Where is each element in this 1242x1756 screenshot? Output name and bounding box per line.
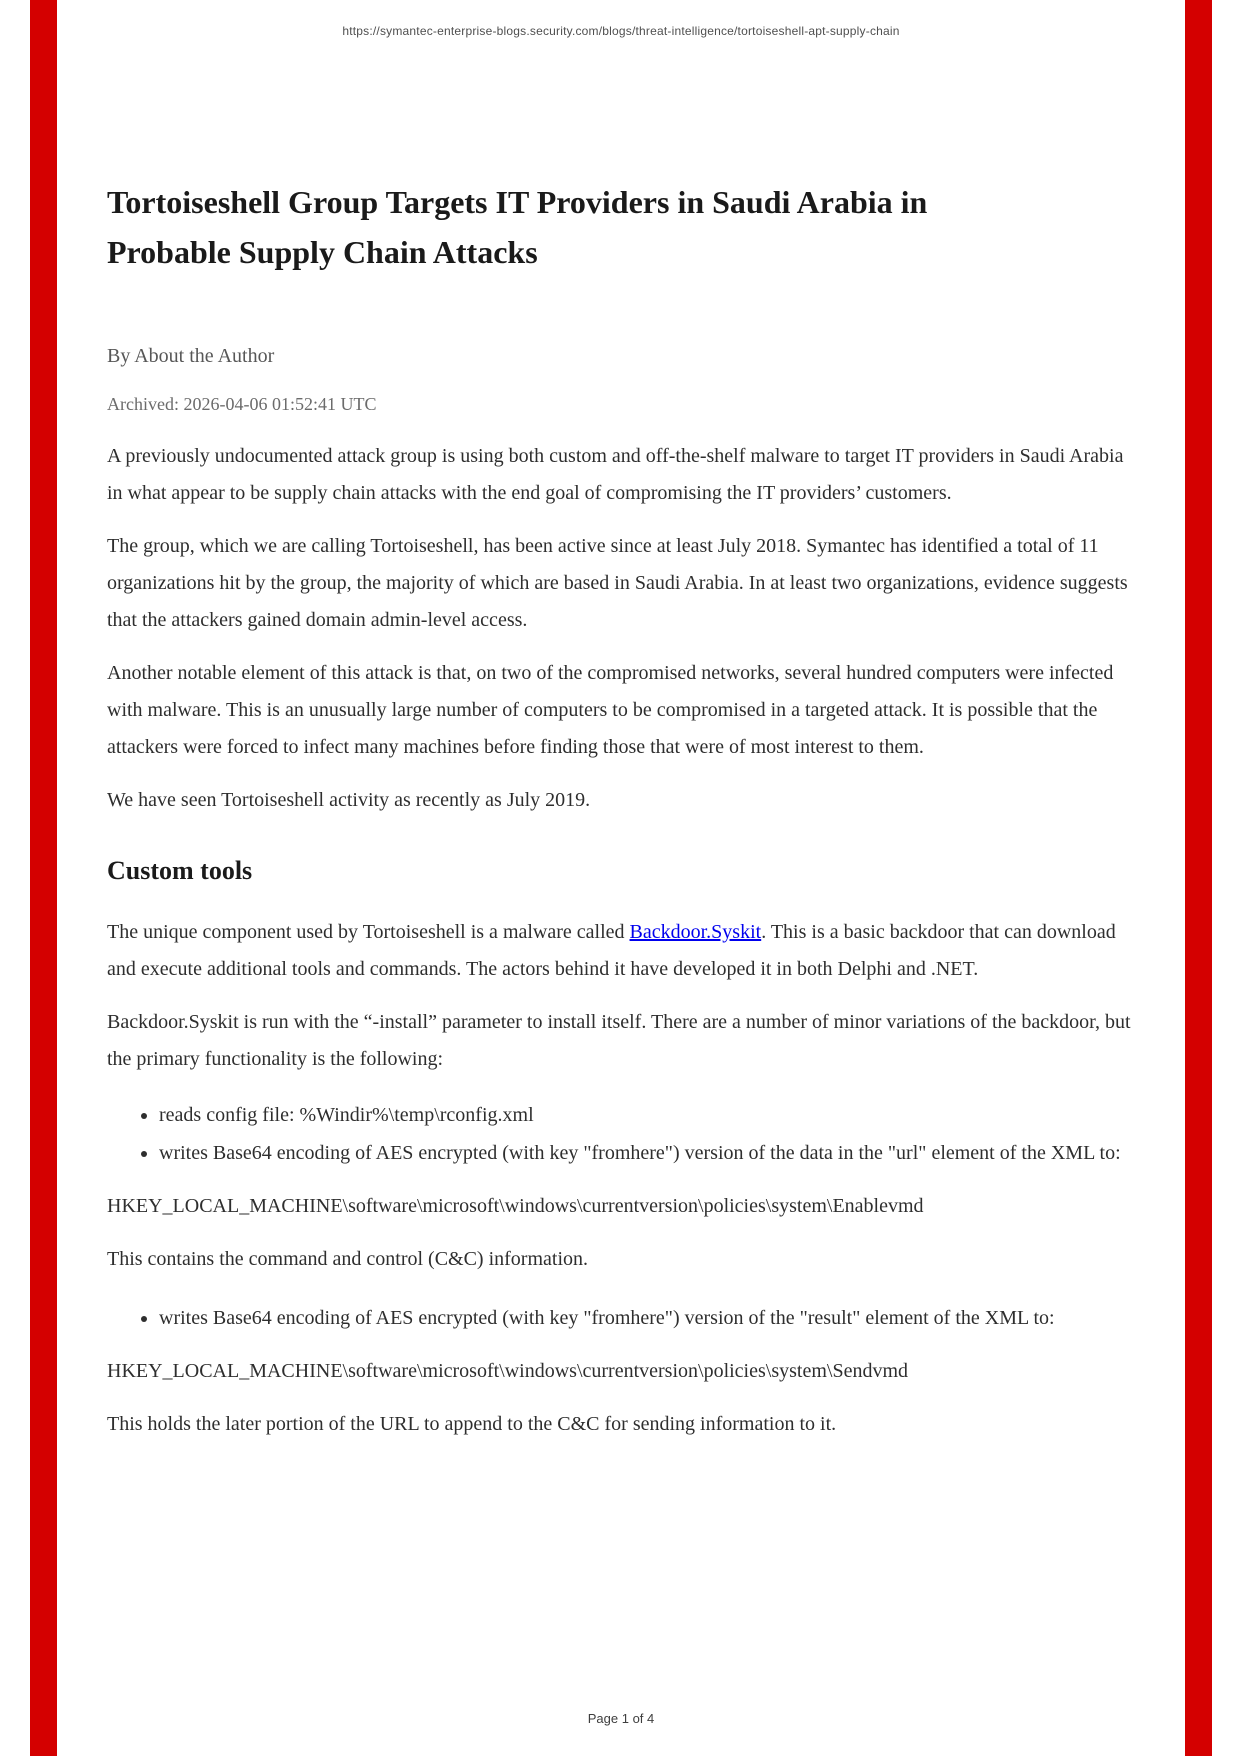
left-red-border bbox=[30, 0, 57, 1756]
paragraph-syskit bbox=[107, 914, 1137, 988]
backdoor-syskit-link[interactable]: Backdoor.Syskit bbox=[629, 921, 762, 943]
list-item: • writes Base64 encoding of AES encrypted (with key "fromhere") version of the "result" element of the XML to: bbox=[159, 1300, 1137, 1337]
registry-path-sendvmd: HKEY_LOCAL_MACHINE\software\microsoft\windows\currentversion\policies\system\Sendvmd bbox=[107, 1360, 908, 1382]
right-red-border bbox=[1185, 0, 1212, 1756]
section-heading-custom-tools: Custom tools bbox=[107, 856, 253, 885]
functionality-list-2 bbox=[107, 1300, 1137, 1337]
registry-path-enablevmd: HKEY_LOCAL_MACHINE\software\microsoft\windows\currentversion\policies\system\Enablevmd bbox=[107, 1195, 924, 1217]
list-item: • reads config file: %Windir%\temp\rconfig.xml bbox=[159, 1097, 1137, 1134]
paragraph-intro-1: A previously undocumented attack group is using both custom and off-the-shelf malware to target IT providers in Saudi Arabia in what appear to be supply chain attacks with the end goal of compromising the IT providers’ customers. bbox=[107, 445, 1124, 504]
functionality-list-1 bbox=[107, 1097, 1137, 1172]
source-url: https://symantec-enterprise-blogs.security.com/blogs/threat-intelligence/tortoiseshell-apt-supply-chain bbox=[342, 24, 900, 38]
article-title: Tortoiseshell Group Targets IT Providers in Saudi Arabia in Probable Supply Chain Attacks bbox=[107, 184, 928, 270]
article-content bbox=[107, 0, 1137, 1443]
article-byline: By About the Author bbox=[107, 345, 275, 367]
paragraph-intro-4: We have seen Tortoiseshell activity as recently as July 2019. bbox=[107, 789, 591, 811]
page-number: Page 1 of 4 bbox=[587, 1711, 655, 1726]
paragraph-url-append: This holds the later portion of the URL to append to the C&C for sending information to it. bbox=[107, 1413, 837, 1435]
archived-timestamp: Archived: 2026-04-06 01:52:41 UTC bbox=[107, 394, 377, 414]
paragraph-intro-3: Another notable element of this attack is that, on two of the compromised networks, several hundred computers were infected with malware. This is an unusually large number of computers to be compromised in a targeted attack. It is possible that the attackers were forced to infect many machines before finding those that were of most interest to them. bbox=[107, 662, 1114, 758]
paragraph-intro-2: The group, which we are calling Tortoiseshell, has been active since at least July 2018. Symantec has identified a total of 11 organizations hit by the group, the majority of which are based in Saudi Arabia. In at least two organizations, evidence suggests that the attackers gained domain admin-level access. bbox=[107, 535, 1128, 631]
list-item: • writes Base64 encoding of AES encrypted (with key "fromhere") version of the data in the "url" element of the XML to: bbox=[159, 1135, 1137, 1172]
paragraph-syskit-before: The unique component used by Tortoiseshell is a malware called bbox=[107, 921, 630, 943]
paragraph-install: Backdoor.Syskit is run with the “-install” parameter to install itself. There are a number of minor variations of the backdoor, but the primary functionality is the following: bbox=[107, 1011, 1131, 1070]
paragraph-syskit-after: . This is a basic backdoor that can download and execute additional tools and commands. The actors behind it have developed it in both Delphi and .NET. bbox=[107, 921, 1116, 980]
paragraph-cc-info: This contains the command and control (C&C) information. bbox=[107, 1248, 589, 1270]
